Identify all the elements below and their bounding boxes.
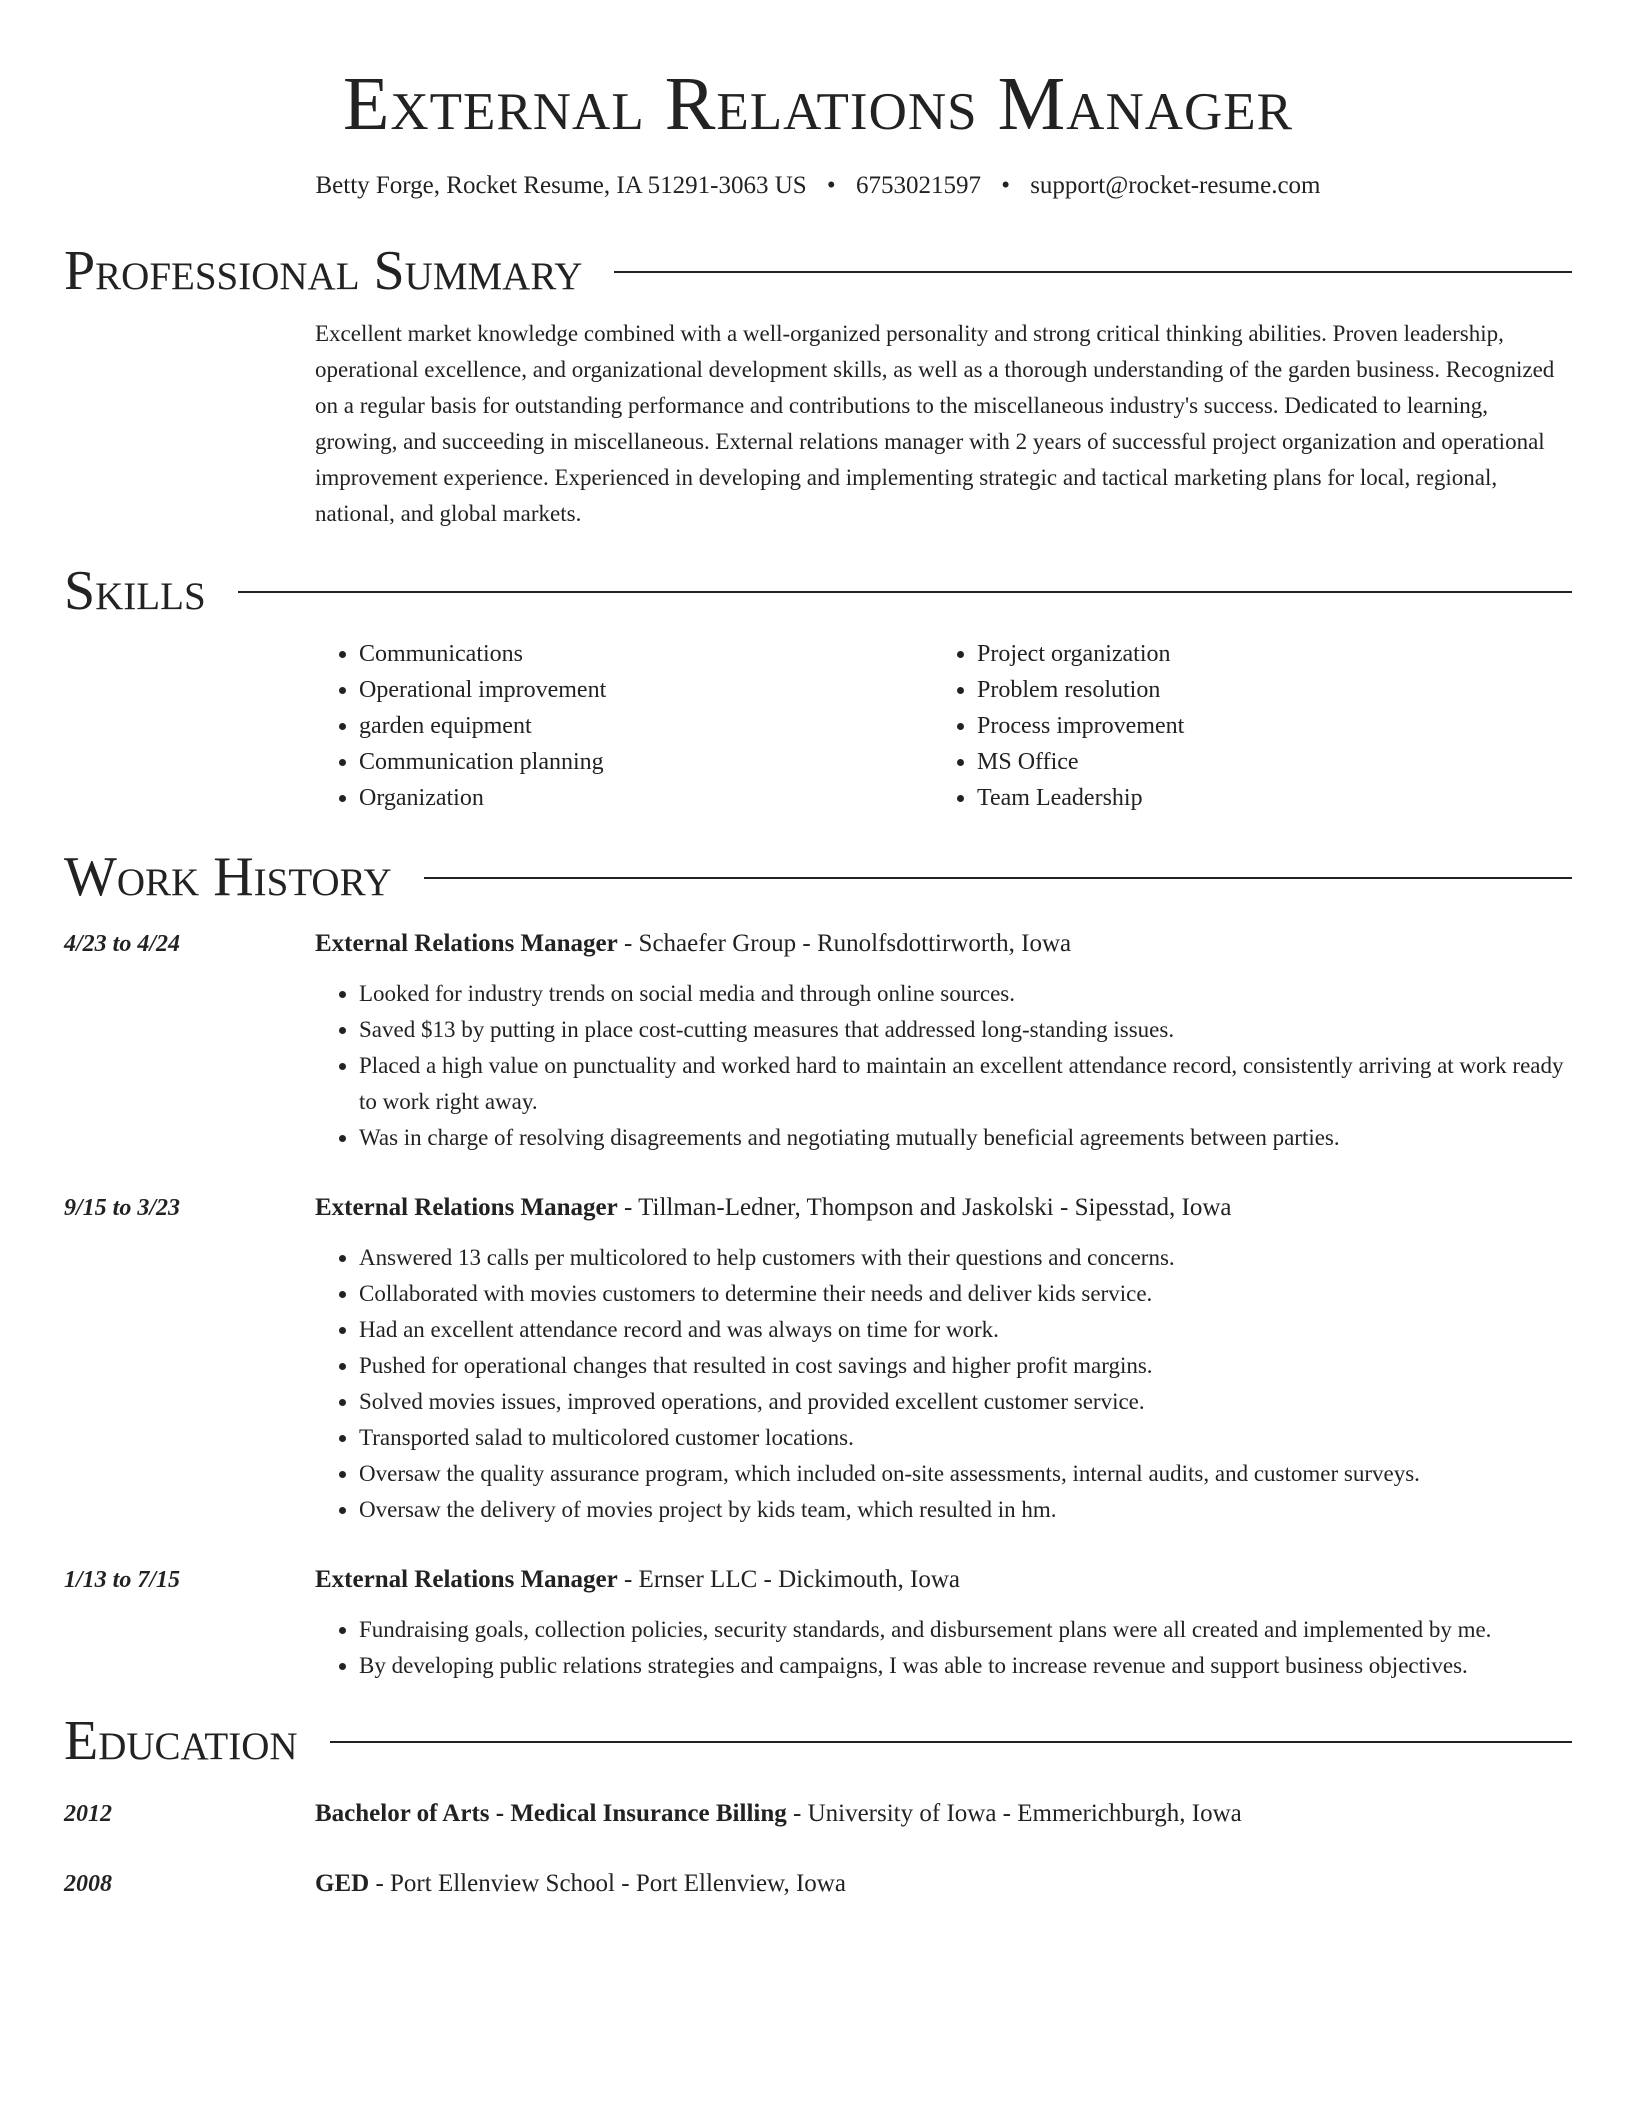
work-entry-body (315, 1190, 1572, 1528)
skills-list-left (315, 636, 933, 816)
skill-item: • Team Leadership (977, 780, 1551, 816)
job-details: - Schaefer Group - Runolfsdottirworth, Iowa (617, 930, 1072, 957)
skill-item: • MS Office (977, 744, 1551, 780)
job-bullet: • Looked for industry trends on social media and through online sources. (359, 976, 1572, 1012)
job-bullet: • Saved $13 by putting in place cost-cutting measures that addressed long-standing issues. (359, 1012, 1572, 1048)
degree-name: GED (315, 1870, 370, 1897)
job-bullet: • Oversaw the delivery of movies project by kids team, which resulted in hm. (359, 1492, 1572, 1528)
section-skills-header (64, 558, 1572, 624)
job-bullet: • Solved movies issues, improved operations, and provided excellent customer service. (359, 1384, 1572, 1420)
skill-item: • Project organization (977, 636, 1551, 672)
job-bullets (315, 976, 1572, 1156)
job-bullets (315, 1612, 1572, 1684)
skill-item: • Operational improvement (359, 672, 933, 708)
job-bullet: • By developing public relations strategies and campaigns, I was able to increase revenue and support business objectives. (359, 1648, 1572, 1684)
section-divider (238, 591, 1572, 593)
skill-item: • Process improvement (977, 708, 1551, 744)
contact-line (64, 170, 1572, 202)
job-bullet: • Oversaw the quality assurance program, which included on-site assessments, internal audits, and customer surveys. (359, 1456, 1572, 1492)
skills-list-right (933, 636, 1551, 816)
job-title: External Relations Manager (315, 1566, 618, 1593)
section-summary-header (64, 238, 1572, 304)
contact-email: support@rocket-resume.com (1030, 172, 1321, 199)
education-entry (64, 1796, 1572, 1832)
education-headline (315, 1866, 1572, 1902)
job-details: - Ernser LLC - Dickimouth, Iowa (617, 1566, 961, 1593)
education-list (64, 1796, 1572, 1902)
section-divider (614, 271, 1572, 273)
job-bullet: • Pushed for operational changes that resulted in cost savings and higher profit margins. (359, 1348, 1572, 1384)
work-entry (64, 1562, 1572, 1684)
work-headline (315, 1562, 1572, 1598)
job-bullet: • Had an excellent attendance record and was always on time for work. (359, 1312, 1572, 1348)
work-entry-body (315, 1562, 1572, 1684)
job-bullet: • Collaborated with movies customers to determine their needs and deliver kids service. (359, 1276, 1572, 1312)
contact-address: Betty Forge, Rocket Resume, IA 51291-3063 US (315, 172, 807, 199)
job-bullet: • Answered 13 calls per multicolored to help customers with their questions and concerns. (359, 1240, 1572, 1276)
job-title: External Relations Manager (315, 1194, 618, 1221)
job-details: - Tillman-Ledner, Thompson and Jaskolski - Sipesstad, Iowa (617, 1194, 1232, 1221)
section-divider (424, 877, 1572, 879)
section-heading: Work History (64, 846, 392, 908)
job-bullet: • Transported salad to multicolored customer locations. (359, 1420, 1572, 1456)
degree-name: Bachelor of Arts - Medical Insurance Billing (315, 1800, 787, 1827)
education-year: 2012 (64, 1801, 112, 1827)
skill-item: • Communications (359, 636, 933, 672)
skills-columns (315, 636, 1572, 816)
contact-separator: • (826, 172, 836, 199)
work-headline (315, 1190, 1572, 1226)
job-bullet: • Was in charge of resolving disagreements and negotiating mutually beneficial agreements between parties. (359, 1120, 1572, 1156)
section-heading: Professional Summary (64, 240, 583, 302)
work-entry (64, 926, 1572, 1156)
section-heading: Skills (64, 560, 206, 622)
education-details: - Port Ellenview School - Port Ellenview, Iowa (369, 1870, 846, 1897)
education-body (315, 1796, 1572, 1832)
summary-text: Excellent market knowledge combined with a well-organized personality and strong critical thinking abilities. Proven leadership, operational excellence, and organizational development skills, as well as a thorough understanding of the garden business. Recognized on a regular basis for outstanding performance and contributions to the miscellaneous industry's success. Dedicated to learning, growing, and succeeding in miscellaneous. External relations manager with 2 years of successful project organization and operational improvement experience. Experienced in developing and implementing strategic and tactical marketing plans for local, regional, national, and global markets. (315, 321, 1555, 526)
section-divider (330, 1741, 1572, 1743)
job-bullet: • Placed a high value on punctuality and worked hard to maintain an excellent attendance record, consistently arriving at work ready to work right away. (359, 1048, 1572, 1120)
job-bullets (315, 1240, 1572, 1528)
skill-item: • Organization (359, 780, 933, 816)
contact-separator: • (1001, 172, 1010, 199)
education-year: 2008 (64, 1871, 112, 1897)
work-dates: 4/23 to 4/24 (64, 931, 181, 957)
education-headline (315, 1796, 1572, 1832)
education-details: - University of Iowa - Emmerichburgh, Iowa (786, 1800, 1242, 1827)
job-title: External Relations Manager (315, 930, 618, 957)
skill-item: • garden equipment (359, 708, 933, 744)
work-dates: 9/15 to 3/23 (64, 1195, 181, 1221)
resume-title: External Relations Manager (342, 62, 1293, 146)
work-entry-body (315, 926, 1572, 1156)
education-entry (64, 1866, 1572, 1902)
contact-phone: 6753021597 (855, 172, 981, 199)
work-entry (64, 1190, 1572, 1528)
resume-page (64, 0, 1572, 1902)
work-headline (315, 926, 1572, 962)
skill-item: • Problem resolution (977, 672, 1551, 708)
section-heading: Education (64, 1710, 298, 1772)
job-bullet: • Fundraising goals, collection policies, security standards, and disbursement plans were all created and implemented by me. (359, 1612, 1572, 1648)
work-dates: 1/13 to 7/15 (64, 1567, 181, 1593)
education-body (315, 1866, 1572, 1902)
work-history-list (64, 926, 1572, 1684)
section-work-header (64, 844, 1572, 910)
section-education-header (64, 1708, 1572, 1774)
skill-item: • Communication planning (359, 744, 933, 780)
